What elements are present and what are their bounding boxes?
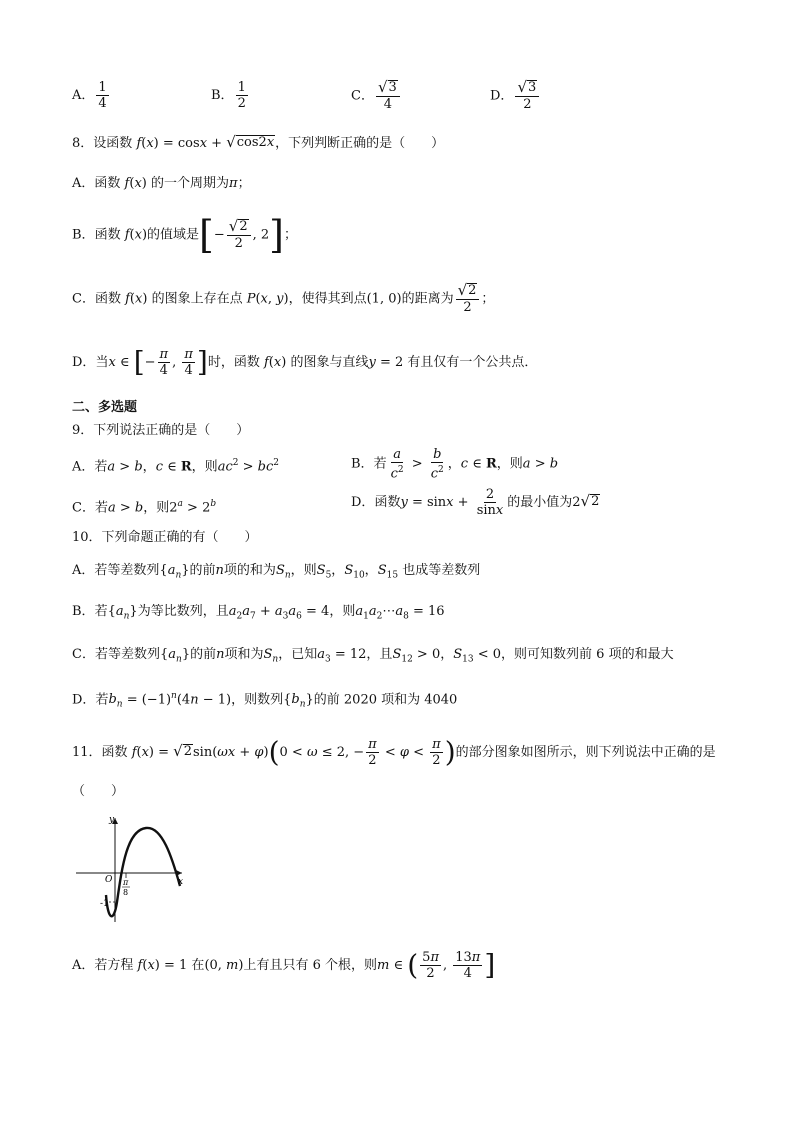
option-text: 的前 2020 项和为 4040	[313, 692, 458, 708]
function-graph	[72, 812, 192, 924]
radicand: 3	[528, 80, 537, 95]
option-text: ，则	[329, 604, 356, 619]
option-text: ，	[142, 459, 156, 475]
fraction	[236, 80, 248, 111]
option-label: A．	[72, 176, 95, 191]
option-text: 项和为	[224, 647, 264, 662]
denominator: 2	[523, 97, 532, 112]
q11-answer-paren: （ ）	[72, 784, 125, 799]
fraction	[96, 80, 108, 111]
q7-option-c	[351, 80, 402, 112]
q11-stem: 11．函数 f(x) = √ 2 sin(ωx + φ)(0 < ω ≤ 2, − $\frac{\pi}{2}$ < φ < $\frac{\pi}{2}$ )的部分图象如图所示，则下列说法中正确的是	[72, 735, 716, 769]
option-text: 函数	[94, 291, 121, 307]
option-text: ，则	[290, 563, 317, 578]
option-text: ，且	[366, 647, 393, 662]
option-text: 的图象与直线	[290, 355, 369, 370]
option-text: ，则可知数列前 6 项的和最大	[501, 647, 674, 662]
denominator: 4	[383, 97, 393, 112]
option-text: 函数	[94, 227, 121, 243]
denominator: 2	[237, 96, 246, 111]
option-label: A．	[72, 459, 95, 475]
option-text: ，使得其到点	[288, 291, 367, 307]
option-text: 的图象上存在点	[151, 291, 243, 307]
option-label: B．	[351, 456, 374, 472]
fraction: √ 2 2	[456, 283, 480, 315]
fraction	[376, 80, 400, 112]
tick-label-denominator: 8	[123, 888, 129, 897]
q7-option-d	[490, 80, 541, 112]
option-text: 若	[94, 604, 108, 619]
section-title: 二、多选题	[72, 400, 138, 415]
min-value-label: -1	[100, 899, 109, 909]
option-text: 若	[94, 500, 108, 516]
formula: f(x) = cosx + √ cos2x	[136, 133, 275, 151]
numerator: 1	[98, 80, 107, 95]
tick-label-numerator: π	[123, 878, 129, 887]
option-label: C．	[72, 291, 95, 307]
q10-option-b: B．若$\{a_n\}$为等比数列，且$a_2a_7 + a_3a_6 = 4$，则$a_1a_2\cdots a_8 = 16$	[72, 604, 445, 622]
option-text: 的距离为	[401, 291, 454, 307]
option-label: A．	[72, 563, 95, 578]
q9-option-b: B．若 $\frac{a}{c^2}$ > $\frac{b}{c^2}$ ，c ∈ R，则a > b	[351, 447, 559, 482]
option-text: ，	[447, 456, 461, 472]
sqrt: √ 3	[377, 78, 397, 96]
q10-option-d: D．若$b_n = (-1)^n(4n - 1)$，则数列$\{b_n\}$的前 2020 项和为 4040	[72, 691, 458, 710]
q9-option-c: C．若a > b，则$2^a > 2^b$	[72, 499, 217, 516]
q8-option-c: C．函数 f(x) 的图象上存在点 P(x, y)，使得其到点(1, 0)的距离为 √ 2 2 ；	[72, 281, 495, 315]
question-number: 8．	[72, 136, 94, 151]
option-text: 项的和为	[223, 563, 276, 578]
q7-option-b	[211, 80, 250, 111]
x-axis-label: x	[178, 877, 184, 887]
option-label: C．	[351, 88, 374, 104]
q10-option-a: A．若等差数列$\{a_n\}$的前n项的和为$S_n$，则$S_5$，$S_{10}$，$S_{15}$ 也成等差数列	[72, 563, 481, 581]
q9-option-a: A．若a > b，c ∈ R，则$ac^2 > bc^2$	[72, 458, 279, 475]
option-text: ，则	[143, 500, 170, 516]
option-text: 若等差数列	[94, 563, 160, 578]
radicand: 3	[388, 80, 397, 95]
option-text: 也成等差数列	[402, 563, 481, 578]
option-text: ，则	[191, 459, 218, 475]
option-text: 若	[94, 459, 108, 475]
q8-option-d: D．当x ∈ [− $\frac{\pi}{4}$ , $\frac{\pi}{4}$ ]时，函数 f(x) 的图象与直线y = 2 有且仅有一个公共点．	[72, 345, 538, 379]
option-text: 若	[373, 456, 387, 472]
option-text: ；	[481, 291, 495, 307]
sine-curve	[106, 828, 180, 916]
option-text: 的值域是	[147, 227, 200, 243]
stem-text: 设函数	[93, 136, 133, 151]
q9-option-d: D．函数y = sinx + $\frac{2}{\sin x}$ 的最小值为2 √ 2	[351, 487, 600, 518]
origin-label: O	[105, 875, 113, 885]
fraction: √ 2 2	[227, 219, 251, 251]
option-text: ，已知	[278, 647, 318, 662]
option-label: A．	[72, 958, 95, 973]
option-label: B．	[72, 604, 95, 619]
numerator	[515, 80, 539, 97]
option-text: 的最小值为	[507, 495, 573, 510]
option-text: ；	[237, 176, 251, 191]
option-label: D．	[72, 692, 96, 708]
option-text: 有且仅有一个公共点．	[407, 355, 538, 370]
denominator: 4	[98, 96, 107, 111]
sqrt: √ 3	[517, 78, 537, 96]
q10-option-c: C．若等差数列$\{a_n\}$的前n项和为$S_n$，已知$a_3 = 12$，且$S_{12} > 0$，$S_{13} < 0$，则可知数列前 6 项的和最大	[72, 647, 674, 665]
option-text: 函数	[374, 495, 401, 510]
stem-text: 的部分图象如图所示，则下列说法中正确的是	[455, 745, 716, 760]
y-axis-label: y	[109, 815, 115, 825]
numerator: 1	[237, 80, 246, 95]
option-text: 若等差数列	[94, 647, 160, 662]
option-text: 的一个周期为	[151, 176, 230, 191]
q8-option-b: B．函数 f(x)的值域是[− √ 2 2 , 2]；	[72, 213, 298, 257]
option-text: ，则数列	[231, 692, 284, 708]
q7-option-a	[72, 80, 111, 111]
numerator	[376, 80, 400, 97]
option-text: 上有且只有 6 个根，则	[243, 958, 377, 973]
option-text: ；	[284, 227, 298, 243]
q9-stem: 9．下列说法正确的是（ ）	[72, 423, 250, 438]
option-text: 函数	[94, 176, 121, 191]
question-number: 11．函数	[72, 745, 128, 760]
option-text: 的前	[190, 647, 217, 662]
option-text: 的前	[189, 563, 216, 578]
q8-stem	[72, 134, 444, 154]
option-label: A．	[72, 88, 95, 103]
q8-option-a: A．函数 f(x) 的一个周期为π；	[72, 176, 251, 191]
option-label: D．	[72, 355, 96, 370]
q11-option-a: A．若方程 f(x) = 1 在(0, m)上有且只有 6 个根，则m ∈ ( $\frac{5\pi}{2}$ , $\frac{13\pi}{4}$ ]	[72, 948, 496, 982]
option-text: 为等比数列，且	[137, 604, 229, 619]
option-text: 若	[95, 692, 109, 708]
option-label: C．	[72, 500, 95, 516]
option-text: 时，函数	[207, 355, 260, 370]
option-text: 若方程	[94, 958, 134, 973]
option-label: D．	[490, 88, 514, 104]
option-label: B．	[72, 227, 95, 243]
fraction	[515, 80, 539, 112]
stem-text: ，下列判断正确的是（ ）	[275, 136, 445, 151]
option-text: 在	[191, 958, 205, 973]
option-text: 当	[95, 355, 109, 370]
option-label: B．	[211, 88, 234, 103]
option-label: C．	[72, 647, 95, 662]
q10-stem: 10．下列命题正确的有（ ）	[72, 530, 258, 545]
option-label: D．	[351, 495, 375, 510]
option-text: ，则	[496, 456, 523, 472]
